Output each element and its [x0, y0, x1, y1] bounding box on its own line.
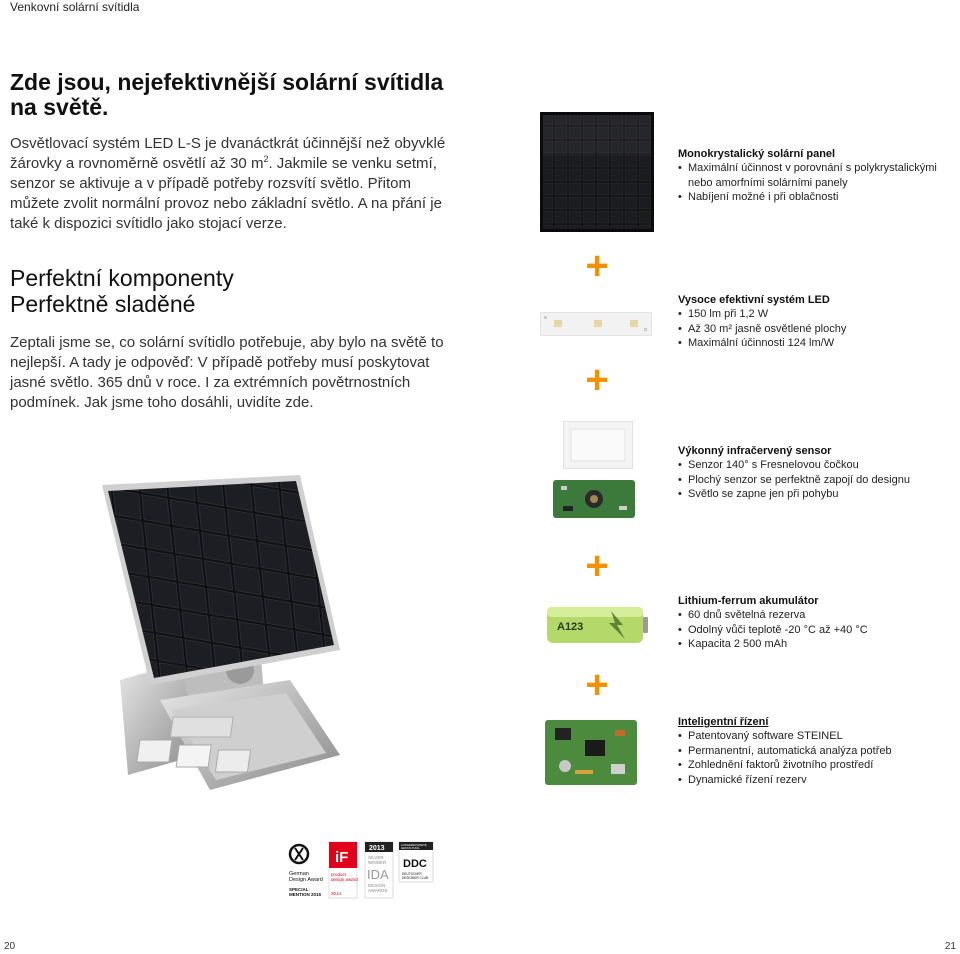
list-item: • Až 30 m² jasně osvětlené plochy [678, 322, 948, 337]
list-item: • Patentovaný software STEINEL [678, 729, 948, 744]
svg-text:WINNER: WINNER [368, 860, 387, 865]
list-item: • Odolný vůči teplotě -20 °C až +40 °C [678, 623, 948, 638]
section-title [10, 265, 450, 317]
section-header: Venkovní solární svítidla [10, 0, 140, 14]
component-solar-panel [678, 147, 948, 205]
svg-text:DDC: DDC [403, 858, 427, 870]
german-design-award-logo [289, 845, 323, 897]
plus-icon: + [585, 544, 609, 588]
led-board-image [540, 312, 652, 336]
page-number-right: 21 [944, 941, 956, 952]
list-item: • Kapacita 2 500 mAh [678, 637, 948, 652]
sensor-lens-image [563, 421, 633, 469]
svg-text:2013: 2013 [369, 845, 385, 852]
svg-text:German: German [289, 871, 309, 877]
solar-light-product-image [80, 455, 390, 825]
svg-text:product: product [331, 872, 347, 877]
list-item: • Nabíjení možné i při oblačnosti [678, 190, 948, 205]
ddc-award-logo [399, 842, 433, 882]
component-control [678, 715, 948, 787]
list-item: • Zohlednění faktorů životního prostředí [678, 758, 948, 773]
svg-text:AUSGEZEICHNETE: AUSGEZEICHNETE [401, 843, 427, 847]
list-item: • Plochý senzor se perfektně zapojí do designu [678, 473, 948, 488]
if-award-logo [329, 842, 358, 898]
list-item: • 150 lm při 1,2 W [678, 307, 948, 322]
plus-icon: + [585, 244, 609, 288]
svg-text:Design Award: Design Award [289, 877, 323, 883]
svg-text:AWARDS: AWARDS [368, 888, 388, 893]
sensor-pcb-image [553, 480, 635, 518]
svg-text:DESIGNER CLUB: DESIGNER CLUB [402, 876, 429, 880]
list-item: • Maximální účinnost v porovnání s polykrystalickými nebo amorfními solárními panely [678, 161, 948, 190]
svg-text:MENTION 2015: MENTION 2015 [289, 892, 322, 897]
svg-text:design award: design award [331, 877, 358, 882]
control-pcb-image [545, 720, 637, 785]
svg-text:GESTALTUNG: GESTALTUNG [401, 846, 420, 850]
component-title: Inteligentní řízení [678, 716, 769, 728]
solar-panel-image [540, 112, 654, 232]
battery-image [545, 605, 650, 645]
component-sensor [678, 444, 948, 502]
component-title: Lithium-ferrum akumulátor [678, 595, 819, 607]
component-battery [678, 594, 948, 652]
page-title: Zde jsou, nejefektivnější solární svítidla na světě. [10, 69, 444, 120]
list-item: • Světlo se zapne jen při pohybu [678, 487, 948, 502]
svg-text:2014: 2014 [331, 891, 342, 896]
component-title: Výkonný infračervený sensor [678, 445, 832, 457]
svg-text:iF: iF [335, 849, 349, 866]
svg-text:SILVER: SILVER [368, 855, 384, 860]
list-item: • Senzor 140° s Fresnelovou čočkou [678, 458, 948, 473]
page-number-left: 20 [4, 941, 16, 952]
list-item: • Dynamické řízení rezerv [678, 773, 948, 788]
list-item: • 60 dnů světelná rezerva [678, 608, 948, 623]
svg-text:IDA: IDA [367, 867, 389, 882]
svg-text:DESIGN: DESIGN [368, 883, 386, 888]
battery-label: A123 [557, 621, 584, 633]
component-title: Vysoce efektivní systém LED [678, 294, 830, 306]
ida-award-logo [365, 842, 393, 898]
plus-icon: + [585, 358, 609, 402]
intro-paragraph: Osvětlovací systém LED L-S je dvanáctkrát účinnější než obyvklé žárovky a rovnoměrně osvětlí až 30 $m^2$. Jakmile se venku setmí, senzor se aktivuje a v případě potřeby rozsvítí světlo. Přitom můžete zvolit normální provoz nebo základní světlo. A na přání je také k dispozici svítidlo jako stojací verze. [10, 135, 446, 232]
section-paragraph: Zeptali jsme se, co solární svítidlo potřebuje, aby bylo na světě to nejlepší. A tady je odpověď: V případě potřeby musí poskytovat jasné světlo. 365 dnů v roce. I za extrémních povětrnostních podmínek. Jak jsme toho dosáhli, uvidíte zde. [10, 334, 444, 411]
awards-strip [285, 840, 435, 902]
svg-text:SPECIAL: SPECIAL [289, 887, 309, 892]
section-title-line1: Perfektní komponenty [10, 265, 234, 291]
section-title-line2: Perfektně sladěné [10, 291, 196, 317]
list-item: • Permanentní, automatická analýza potřeb [678, 744, 948, 759]
svg-text:DEUTSCHER: DEUTSCHER [402, 872, 422, 876]
component-led [678, 293, 948, 351]
list-item: • Maximální účinnosti 124 lm/W [678, 336, 948, 351]
component-title: Monokrystalický solární panel [678, 148, 836, 160]
plus-icon: + [585, 663, 609, 707]
